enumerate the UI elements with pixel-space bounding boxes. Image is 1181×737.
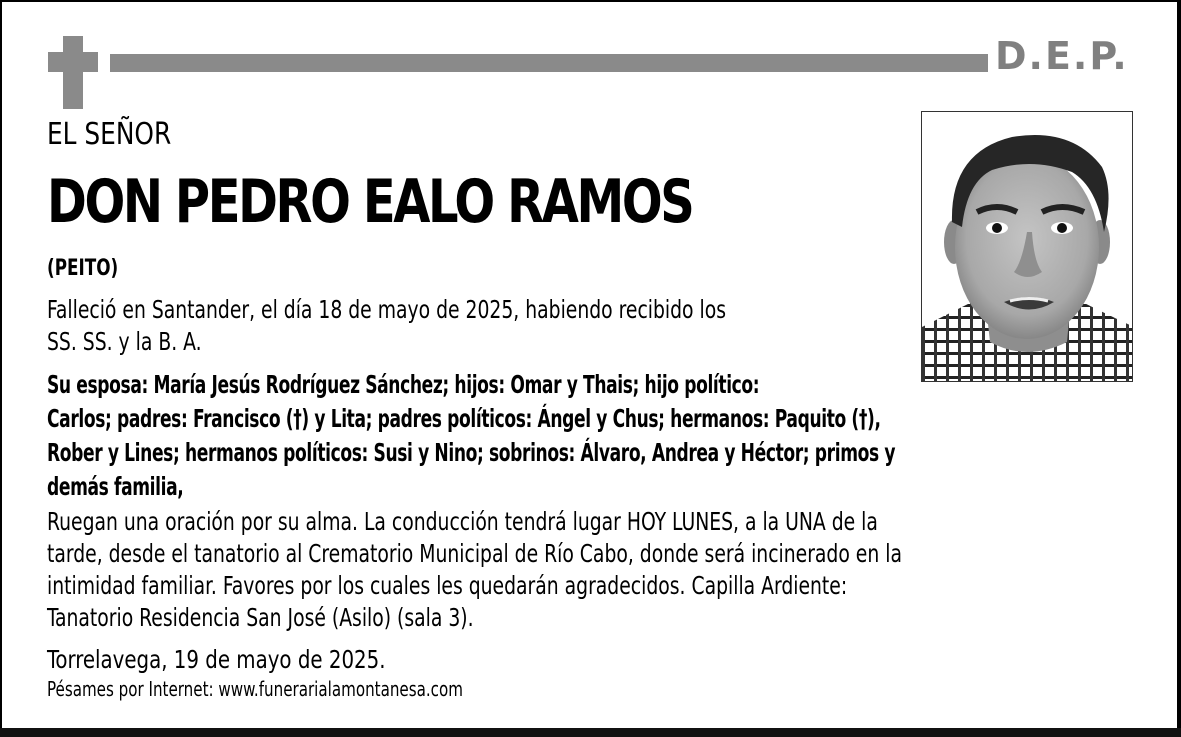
family-line: demás familia, (47, 472, 184, 501)
condolences-link[interactable]: Pésames por Internet: www.funerarialamontanesa.com (47, 677, 463, 701)
service-line: intimidad familiar. Favores por los cuales les quedarán agradecidos. Capilla Ardiente: (47, 571, 848, 600)
nickname: (PEITO) (47, 256, 119, 281)
service-line: Ruegan una oración por su alma. La conducción tendrá lugar HOY LUNES, a la UNA de la (47, 507, 878, 536)
portrait-photo (921, 111, 1133, 382)
bottom-border (0, 728, 1181, 737)
death-notice-line: Falleció en Santander, el día 18 de mayo de 2025, habiendo recibido los (47, 295, 726, 324)
death-notice (47, 294, 726, 358)
family-line: Rober y Lines; hermanos políticos: Susi y Nino; sobrinos: Álvaro, Andrea y Héctor; primos y (47, 438, 896, 467)
service-line: Tanatorio Residencia San José (Asilo) (sala 3). (47, 603, 474, 632)
service-details (47, 506, 902, 634)
place-date: Torrelavega, 19 de mayo de 2025. (47, 645, 386, 674)
family-line: Su esposa: María Jesús Rodríguez Sánchez; hijos: Omar y Thais; hijo político: (47, 370, 760, 399)
header-rule (110, 54, 988, 72)
deceased-name: DON PEDRO EALO RAMOS (47, 167, 693, 237)
portrait-image (922, 112, 1133, 382)
family-list (47, 368, 895, 504)
service-line: tarde, desde el tanatorio al Crematorio Municipal de Río Cabo, donde será incinerado en la (47, 539, 902, 568)
dep-label: D.E.P. (995, 34, 1129, 78)
family-line: Carlos; padres: Francisco (†) y Lita; padres políticos: Ángel y Chus; hermanos: Paquito (†), (47, 404, 881, 433)
honorific: EL SEÑOR (47, 117, 172, 152)
death-notice-line: SS. SS. y la B. A. (47, 327, 202, 356)
